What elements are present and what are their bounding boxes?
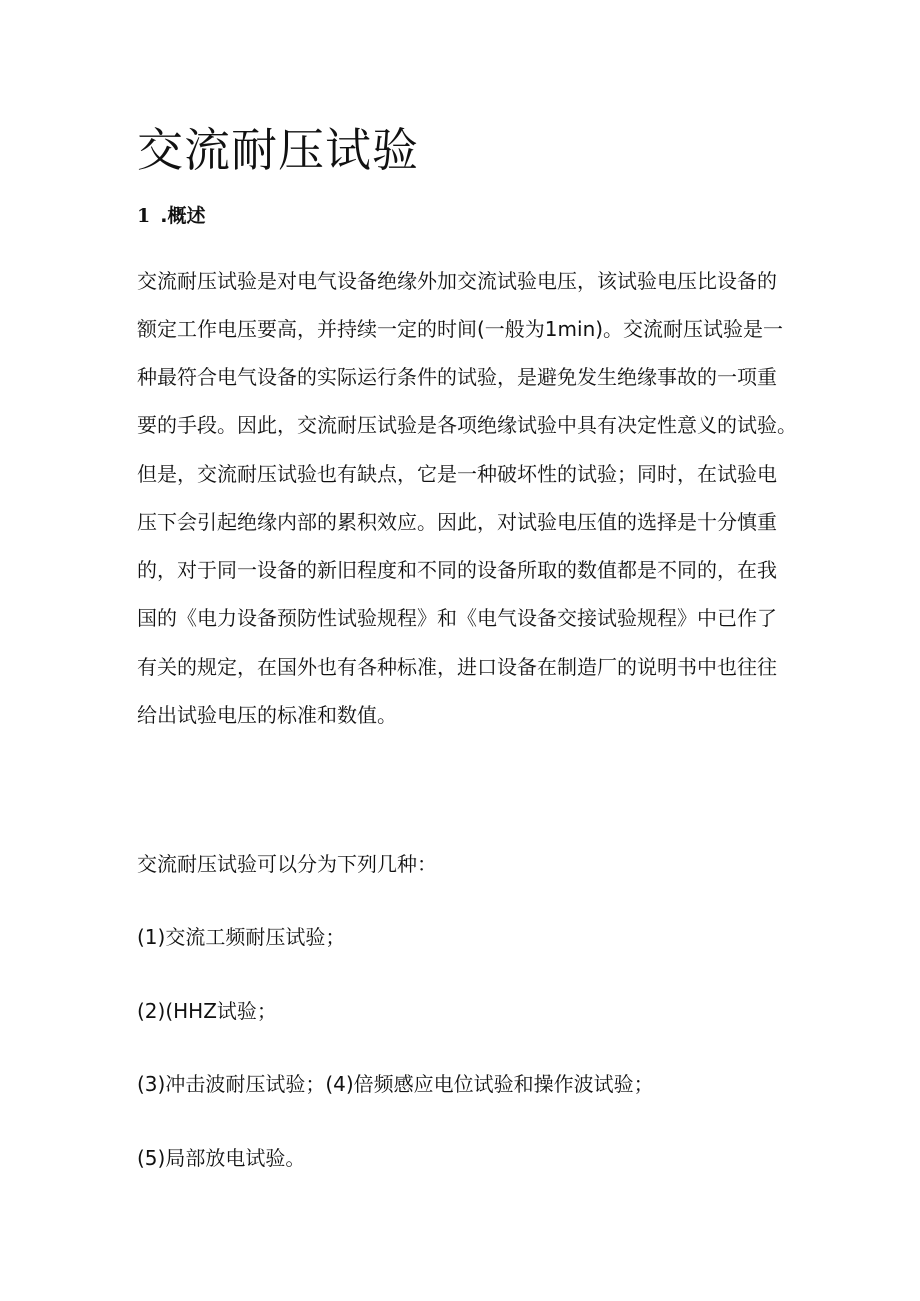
paragraph-line: 额定工作电压要高，并持续一定的时间(一般为1min)。交流耐压试验是一 [137,317,784,341]
document-title: 交流耐压试验 [137,123,419,177]
list-intro: 交流耐压试验可以分为下列几种： [137,852,437,876]
paragraph-line: 有关的规定，在国外也有各种标准，进口设备在制造厂的说明书中也往往 [137,655,777,679]
paragraph-line: 的，对于同一设备的新旧程度和不同的设备所取的数值都是不同的，在我 [137,558,777,582]
paragraph-line: 压下会引起绝缘内部的累积效应。因此，对试验电压值的选择是十分慎重 [137,510,777,534]
section-heading-text: .概述 [160,205,206,227]
paragraph-line: 给出试验电压的标准和数值。 [137,703,397,727]
section-heading [137,202,205,230]
paragraph-line: 交流耐压试验是对电气设备绝缘外加交流试验电压，该试验电压比设备的 [137,269,777,293]
list-item: (3)冲击波耐压试验；(4)倍频感应电位试验和操作波试验； [137,1072,654,1096]
paragraph-line: 要的手段。因此，交流耐压试验是各项绝缘试验中具有决定性意义的试验。 [137,413,797,437]
list-item: (1)交流工频耐压试验； [137,925,346,949]
paragraph-line: 种最符合电气设备的实际运行条件的试验，是避免发生绝缘事故的一项重 [137,365,777,389]
section-number: 1 [137,205,151,227]
paragraph-line: 但是，交流耐压试验也有缺点，它是一种破坏性的试验；同时，在试验电 [137,462,777,486]
list-item: (2)(HHZ试验； [137,999,277,1023]
list-item: (5)局部放电试验。 [137,1146,306,1170]
paragraph-line: 国的《电力设备预防性试验规程》和《电气设备交接试验规程》中已作了 [137,606,777,630]
